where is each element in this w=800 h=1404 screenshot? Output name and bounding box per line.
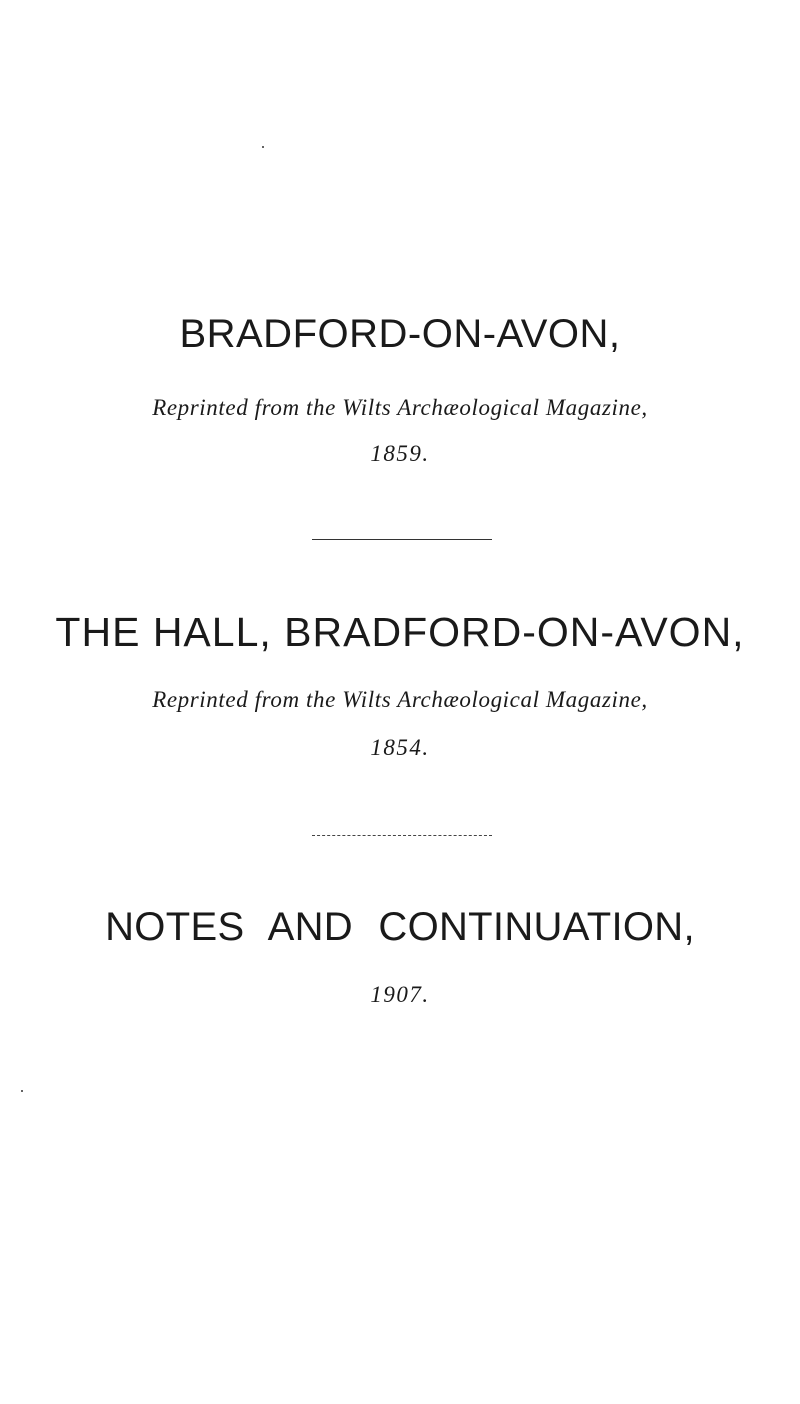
print-speck	[21, 1090, 23, 1092]
title-notes-and-continuation: NOTES AND CONTINUATION,	[105, 905, 695, 949]
title-the-hall: THE HALL, BRADFORD-ON-AVON,	[55, 609, 745, 655]
section-divider-dashed	[312, 835, 492, 836]
title-bradford-on-avon: BRADFORD-ON-AVON,	[179, 312, 621, 356]
print-speck	[262, 146, 264, 148]
year-1859: 1859.	[370, 441, 430, 466]
reprint-note-1859: Reprinted from the Wilts Archæological Magazine,	[152, 395, 648, 420]
year-1907: 1907.	[370, 982, 430, 1007]
reprint-note-1854: Reprinted from the Wilts Archæological Magazine,	[152, 687, 648, 712]
year-1854: 1854.	[370, 735, 430, 760]
section-divider	[312, 539, 492, 540]
